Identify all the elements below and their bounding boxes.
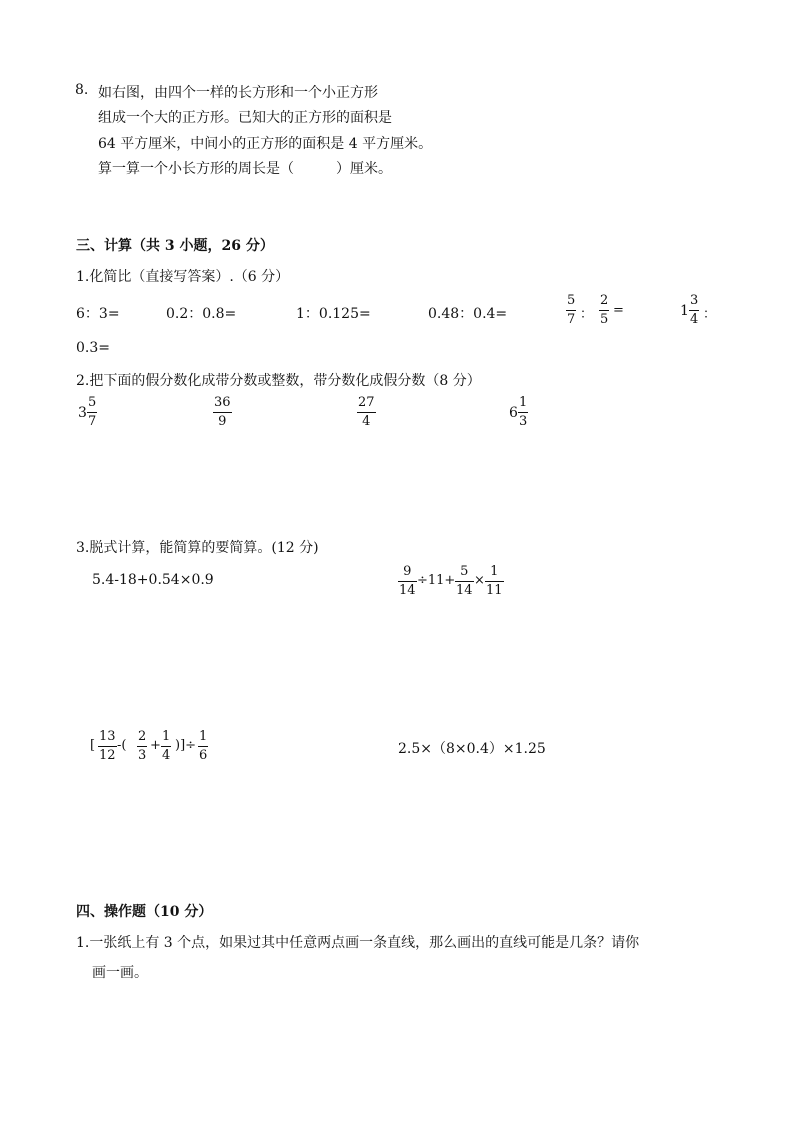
q3-expr3-frac3 — [161, 730, 171, 762]
numerator: 3 — [690, 293, 699, 308]
mixed-tail: 0.3= — [76, 340, 110, 356]
denominator: 14 — [456, 583, 473, 598]
denominator: 3 — [138, 748, 147, 763]
numerator: 5 — [460, 564, 469, 579]
denominator: 5 — [600, 312, 609, 327]
denominator: 6 — [199, 748, 208, 763]
q3-expr3-frac4 — [198, 730, 208, 762]
q8-line2: 组成一个大的正方形。已知大的正方形的面积是 — [98, 110, 392, 126]
q3-expr3-open: [ — [90, 738, 96, 753]
denominator: 3 — [519, 414, 528, 429]
mixed-colon: ： — [703, 307, 717, 322]
ratio-colon: ： — [580, 307, 594, 322]
numerator: 2 — [600, 293, 609, 308]
denominator: 11 — [486, 583, 503, 598]
numerator: 27 — [358, 395, 375, 410]
q2-item2-fraction — [213, 396, 232, 428]
q3-expr2-frac3 — [485, 565, 504, 597]
numerator: 1 — [162, 729, 171, 744]
q3-expr2-frac2 — [455, 565, 474, 597]
q3-expr3-op3: )]÷ — [175, 738, 197, 753]
denominator: 4 — [357, 412, 376, 428]
s3-q1-title: 1.化简比（直接写答案）.（6 分） — [76, 269, 290, 285]
q2-item1-whole: 3 — [78, 405, 87, 421]
q3-expr4: 2.5×（8×0.4）×1.25 — [398, 741, 546, 757]
q3-expr2-op2: × — [474, 573, 485, 588]
ratio-fraction-a — [566, 294, 576, 326]
section3-title: 三、计算（共 3 小题，26 分） — [76, 238, 274, 254]
numerator: 1 — [199, 729, 208, 744]
q8-number: 8. — [75, 82, 89, 98]
numerator: 9 — [403, 564, 412, 579]
q3-expr3-frac1 — [98, 730, 117, 762]
ratio-item-1: 6：3= — [76, 306, 120, 322]
section4-title: 四、操作题（10 分） — [76, 904, 213, 920]
q2-item4-whole: 6 — [509, 405, 518, 421]
numerator: 13 — [99, 729, 116, 744]
numerator: 5 — [567, 293, 576, 308]
denominator: 14 — [399, 583, 416, 598]
numerator: 36 — [214, 395, 231, 410]
q3-expr3-op1: -( — [117, 738, 127, 753]
denominator: 7 — [88, 414, 97, 429]
mixed-fraction — [689, 294, 699, 326]
q3-expr2-frac1 — [398, 565, 417, 597]
q8-line1: 如右图，由四个一样的长方形和一个小正方形 — [98, 85, 378, 101]
ratio-equals: = — [613, 303, 624, 318]
q3-expr1: 5.4-18+0.54×0.9 — [92, 572, 214, 588]
denominator: 12 — [99, 748, 116, 763]
q8-line3: 64 平方厘米，中间小的正方形的面积是 4 平方厘米。 — [98, 136, 433, 152]
denominator: 9 — [213, 412, 232, 428]
mixed-whole: 1 — [680, 303, 689, 319]
ratio-item-2: 0.2：0.8= — [166, 306, 237, 322]
q2-item3-fraction — [357, 396, 376, 428]
q3-expr3-op2: + — [150, 738, 161, 753]
q2-item1-fraction — [87, 396, 97, 428]
numerator: 2 — [138, 729, 147, 744]
numerator: 5 — [88, 395, 97, 410]
denominator: 7 — [567, 312, 576, 327]
s4-q1-line1: 1.一张纸上有 3 个点，如果过其中任意两点画一条直线，那么画出的直线可能是几条？请你 — [76, 935, 640, 951]
numerator: 1 — [519, 395, 528, 410]
q3-expr3-frac2 — [137, 730, 147, 762]
s3-q3-title: 3.脱式计算，能简算的要简算。(12 分) — [76, 540, 319, 556]
ratio-fraction-b — [599, 294, 609, 326]
q3-expr2-op1: ÷11+ — [417, 573, 456, 588]
q2-item4-fraction — [518, 396, 528, 428]
q8-line4: 算一算一个小长方形的周长是（ ）厘米。 — [98, 161, 392, 177]
numerator: 1 — [490, 564, 499, 579]
ratio-item-3: 1：0.125= — [296, 306, 371, 322]
s4-q1-line2: 画一画。 — [92, 965, 148, 981]
denominator: 4 — [162, 748, 171, 763]
ratio-item-4: 0.48：0.4= — [428, 306, 508, 322]
denominator: 4 — [690, 312, 699, 327]
s3-q2-title: 2.把下面的假分数化成带分数或整数，带分数化成假分数（8 分） — [76, 373, 481, 389]
